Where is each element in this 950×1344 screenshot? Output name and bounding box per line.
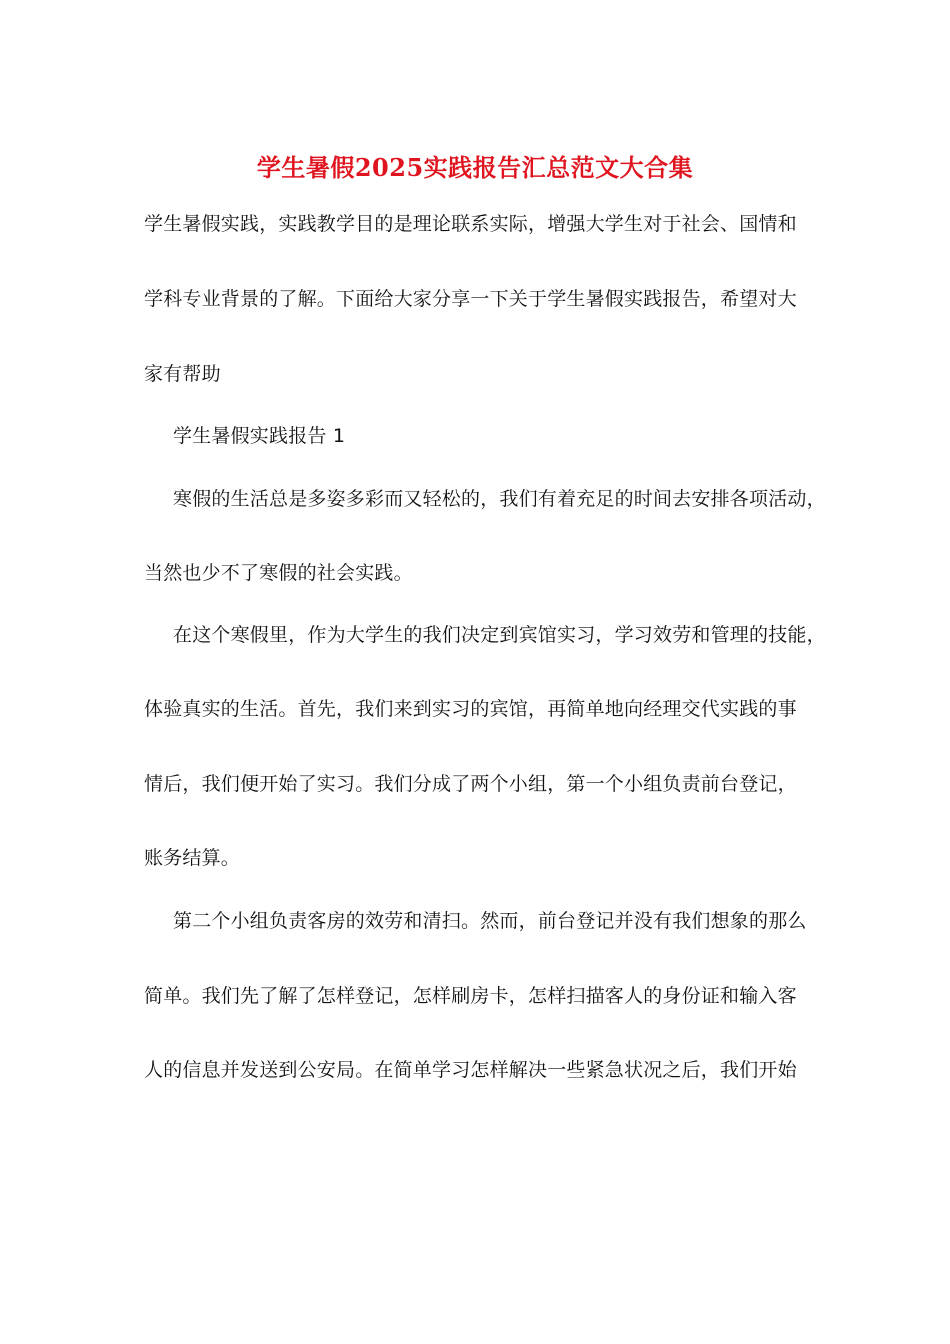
paragraph-3-line-3: 人的信息并发送到公安局。在简单学习怎样解决一些紧急状况之后，我们开始 [144,1059,797,1081]
paragraph-2-line-1: 在这个寒假里，作为大学生的我们决定到宾馆实习，学习效劳和管理的技能， [173,624,826,646]
paragraph-1-line-2: 当然也少不了寒假的社会实践。 [144,562,413,584]
intro-line-1: 学生暑假实践，实践教学目的是理论联系实际，增强大学生对于社会、国情和 [144,213,797,235]
document-title: 学生暑假2025实践报告汇总范文大合集 [256,153,694,182]
paragraph-2-line-2: 体验真实的生活。首先，我们来到实习的宾馆，再简单地向经理交代实践的事 [144,698,797,720]
paragraph-1-line-1: 寒假的生活总是多姿多彩而又轻松的，我们有着充足的时间去安排各项活动， [173,488,826,510]
section-heading: 学生暑假实践报告 1 [173,425,346,447]
paragraph-3-line-2: 简单。我们先了解了怎样登记，怎样刷房卡，怎样扫描客人的身份证和输入客 [144,985,797,1007]
paragraph-3-line-1: 第二个小组负责客房的效劳和清扫。然而，前台登记并没有我们想象的那么 [173,910,807,932]
intro-line-3: 家有帮助 [144,363,221,385]
intro-line-2: 学科专业背景的了解。下面给大家分享一下关于学生暑假实践报告，希望对大 [144,288,797,310]
paragraph-2-line-3: 情后，我们便开始了实习。我们分成了两个小组，第一个小组负责前台登记， [144,773,797,795]
paragraph-2-line-4: 账务结算。 [144,847,241,869]
